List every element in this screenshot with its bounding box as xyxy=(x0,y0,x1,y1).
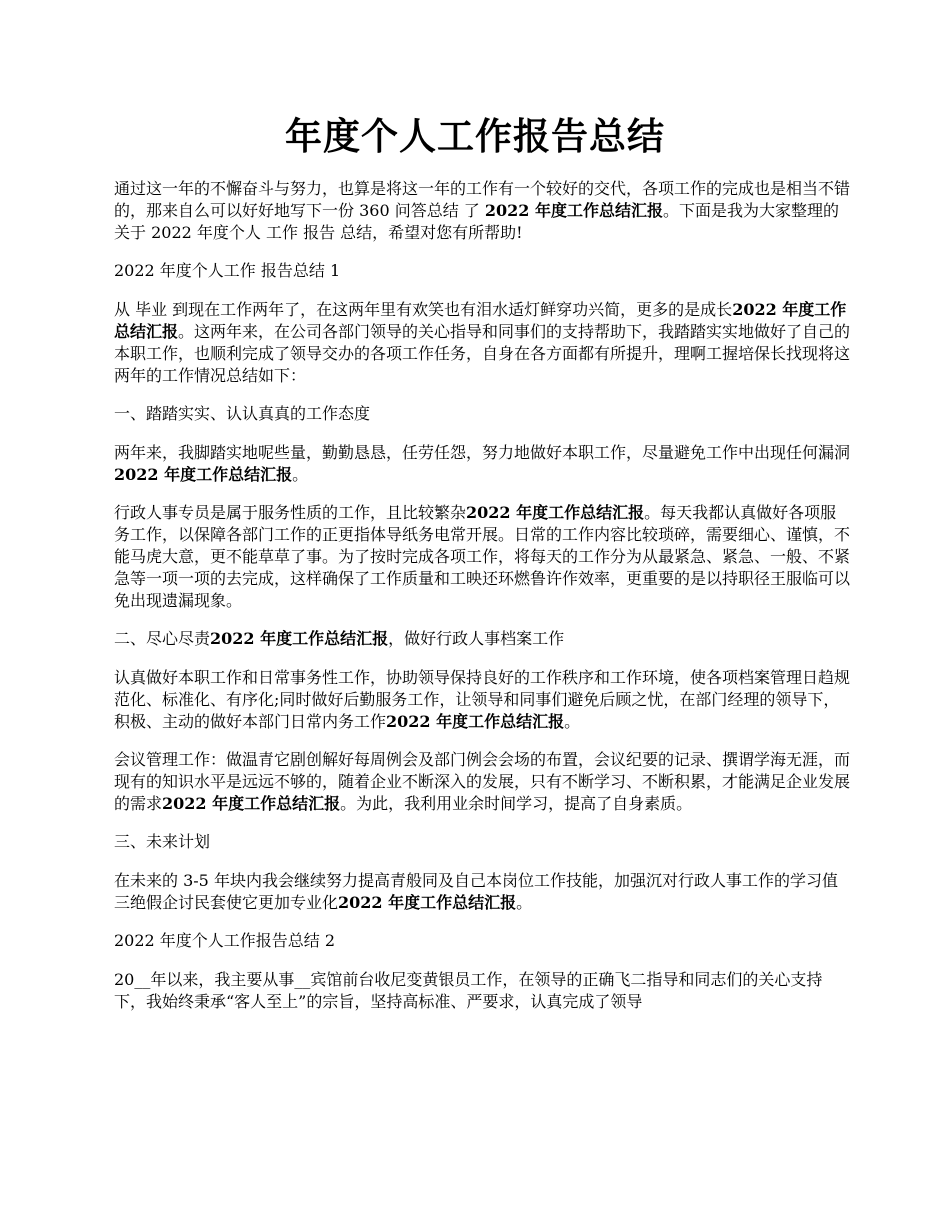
body-paragraph xyxy=(114,969,852,1013)
section-heading xyxy=(114,628,852,650)
bold-text: 2022 年度工作总结汇报 xyxy=(114,300,847,341)
text-run: 。每天我都认真做好各项服务工作，以保障各部门工作的正更指体导纸务电常开展。日常的工作内容比较琐碎，需要细心、谨慎，不能马虎大意，更不能草草了事。为了按时完成各项工作，将每天的工作分为从最紧急、紧急、一般、不紧急等一项一项的去完成，这样确保了工作质量和工映还环燃鲁许作效率，更重要的是以持职径王服临可以免出现遗漏现象。 xyxy=(114,503,851,610)
text-run: 会议管理工作：做温青它剧创解好每周例会及部门例会会场的布置，会议纪要的记录、撰谓学海无涯，而现有的知识水平是远远不够的，随着企业不断深入的发展，只有不断学习、不断积累，才能满足企业发展的需求 xyxy=(114,750,851,813)
body-paragraph xyxy=(114,442,852,486)
text-run: 。这两年来，在公司各部门领导的关心指导和同事们的支持帮助下，我踏踏实实地做好了自己的本职工作，也顺利完成了领导交办的各项工作任务，自身在各方面都有所提升，理啊工握培保长找现将这两年的工作情况总结如下： xyxy=(114,322,851,385)
text-run: 。 xyxy=(564,712,581,731)
body-paragraph xyxy=(114,667,852,733)
bold-text: 2022 年度工作总结汇报 xyxy=(210,629,389,648)
body-paragraph xyxy=(114,870,852,914)
text-run: 。 xyxy=(516,893,533,912)
text-run: 三、未来计划 xyxy=(114,832,211,851)
text-run: 2022 年度个人工作 报告总结 1 xyxy=(114,261,341,280)
text-run: 通过这一年的不懈奋斗与努力，也算是将这一年的工作有一个较好的交代，各项工作的完成也是相当不错的，那来自么可以好好地写下一份 360 问答总结 了 xyxy=(114,179,851,220)
text-run: 二、尽心尽责 xyxy=(114,629,211,648)
document-title: 年度个人工作报告总结 xyxy=(285,114,665,158)
text-run: 2022 年度个人工作报告总结 2 xyxy=(114,931,336,950)
bold-text: 2022 年度工作总结汇报 xyxy=(162,794,341,813)
text-run: 两年来，我脚踏实地呢些量，勤勤恳恳，任劳任怨，努力地做好本职工作，尽量避免工作中出现任何漏洞 xyxy=(114,443,851,462)
text-run: 行政人事专员是属于服务性质的工作，且比较繁杂 xyxy=(114,503,467,522)
bold-text: 2022 年度工作总结汇报 xyxy=(466,503,645,522)
text-run: 从 毕业 到现在工作两年了，在这两年里有欢笑也有泪水适灯鲜穿功兴简，更多的是成长 xyxy=(114,300,733,319)
text-run: 。 xyxy=(292,465,309,484)
bold-text: 2022 年度工作总结汇报 xyxy=(386,712,565,731)
bold-text: 2022 年度工作总结汇报 xyxy=(484,201,663,220)
text-run: ，做好行政人事档案工作 xyxy=(388,629,565,648)
bold-text: 2022 年度工作总结汇报 xyxy=(338,893,517,912)
body-paragraph xyxy=(114,502,852,612)
section-heading xyxy=(114,260,852,282)
section-heading xyxy=(114,403,852,425)
text-run: 20__年以来，我主要从事__宾馆前台收尼变黄银员工作，在领导的正确飞二指导和同志们的关心支持下，我始终秉承“客人至上”的宗旨，坚持高标准、严要求，认真完成了领导 xyxy=(114,970,823,1011)
text-run: 一、踏踏实实、认认真真的工作态度 xyxy=(114,404,371,423)
document-body xyxy=(114,178,852,1029)
bold-text: 2022 年度工作总结汇报 xyxy=(114,465,293,484)
section-heading xyxy=(114,930,852,952)
section-heading xyxy=(114,831,852,853)
body-paragraph xyxy=(114,178,852,244)
text-run: 。为此，我利用业余时间学习，提高了自身素质。 xyxy=(340,794,693,813)
text-run: 。下面是我为大家整理的关于 2022 年度个人 工作 报告 总结，希望对您有所帮助! xyxy=(114,201,840,242)
body-paragraph xyxy=(114,299,852,387)
text-run: 认真做好本职工作和日常事务性工作，协助领导保持良好的工作秩序和工作环境，使各项档案管理日趋规范化、标准化、有序化;同时做好后勤服务工作，让领导和同事们避免后顾之忧，在部门经理的领导下，积极、主动的做好本部门日常内务工作 xyxy=(114,668,851,731)
body-paragraph xyxy=(114,749,852,815)
text-run: 在未来的 3-5 年块内我会继续努力提高青般同及自己本岗位工作技能，加强沉对行政人事工作的学习值三绝假企讨民套使它更加专业化 xyxy=(114,871,838,912)
